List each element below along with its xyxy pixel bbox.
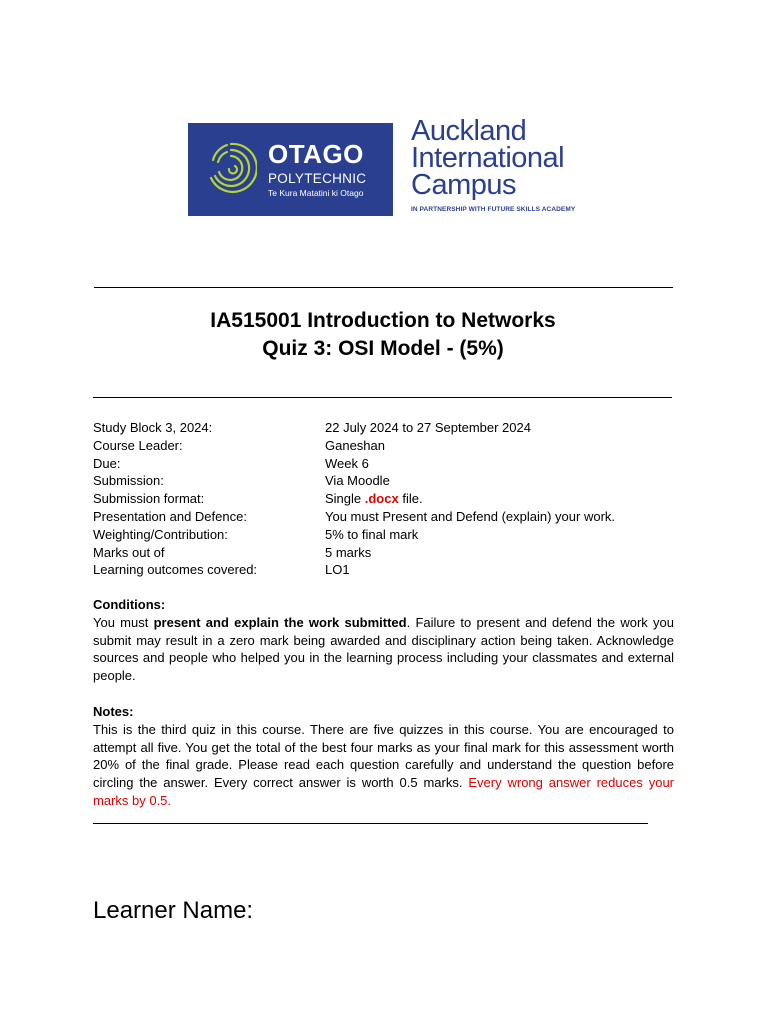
- info-value: Week 6: [325, 455, 369, 471]
- top-divider: [94, 287, 673, 288]
- notes-body: This is the third quiz in this course. There are five quizzes in this course. You are encouraged to attempt all five. You get the total of the best four marks as your final mark for this assessment worth 20% of the final grade. Please read each question carefully and understand the question before circling the answer. Every correct answer is worth 0.5 marks.: [93, 721, 674, 791]
- docx-highlight: .docx: [364, 491, 399, 507]
- swirl-logo-icon: [205, 138, 257, 198]
- notes-section: [93, 703, 674, 810]
- conditions-text-pre: You must: [93, 614, 154, 630]
- info-row: [93, 455, 673, 473]
- notes-heading: Notes:: [93, 704, 134, 719]
- info-row: [93, 544, 673, 562]
- learner-name-label: Learner Name:: [93, 897, 254, 924]
- info-value: 22 July 2024 to 27 September 2024: [325, 420, 531, 435]
- info-key: Course Leader:: [93, 437, 183, 453]
- aic-line-1: Auckland: [411, 115, 527, 147]
- info-key: Weighting/Contribution:: [93, 526, 228, 542]
- info-key: Presentation and Defence:: [93, 508, 247, 524]
- otago-polytechnic-logo: [188, 123, 393, 216]
- conditions-section: [93, 596, 674, 685]
- info-row: [93, 437, 673, 455]
- info-value: Via Moodle: [325, 473, 390, 489]
- aic-line-2: International: [411, 142, 565, 174]
- info-key: Marks out of: [93, 544, 165, 560]
- info-row: [93, 490, 673, 508]
- info-value: [325, 490, 673, 508]
- course-title: IA515001 Introduction to Networks: [210, 309, 556, 332]
- info-key: Due:: [93, 455, 121, 471]
- otago-name: OTAGO: [268, 139, 364, 169]
- info-row: [93, 419, 673, 437]
- format-suffix: file.: [398, 491, 423, 507]
- info-row: [93, 472, 673, 490]
- info-row: [93, 508, 673, 526]
- conditions-text-post: . Failure to present and defend the work you submit may result in a zero mark being awarded and disciplinary action being taken. Acknowledge sources and people who helped you in the learning process including your classmates and external people.: [93, 614, 674, 684]
- info-value: Ganeshan: [325, 437, 385, 453]
- conditions-emphasis: present and explain the work submitted: [153, 614, 407, 630]
- title-divider: [93, 397, 672, 398]
- info-value: 5 marks: [325, 544, 372, 560]
- aic-line-3: Campus: [411, 169, 516, 201]
- aic-tagline: IN PARTNERSHIP WITH FUTURE SKILLS ACADEMY: [411, 206, 576, 213]
- auckland-international-campus-logo: [411, 115, 611, 213]
- course-info-table: [93, 419, 673, 579]
- notes-divider: [93, 823, 648, 824]
- notes-warning: Every wrong answer reduces your marks by 0.5.: [93, 775, 675, 808]
- info-key: Submission:: [93, 473, 164, 489]
- otago-maori-name: Te Kura Matatini ki Otago: [268, 188, 364, 198]
- quiz-title: Quiz 3: OSI Model - (5%): [262, 337, 504, 360]
- info-key: Study Block 3, 2024:: [93, 420, 213, 435]
- info-value: You must Present and Defend (explain) your work.: [325, 508, 616, 524]
- otago-subtitle: POLYTECHNIC: [268, 171, 367, 186]
- info-key: Submission format:: [93, 491, 205, 507]
- info-row: [93, 526, 673, 544]
- info-row: [93, 561, 673, 579]
- format-prefix: Single: [325, 491, 365, 507]
- conditions-heading: Conditions:: [93, 597, 166, 612]
- info-key: Learning outcomes covered:: [93, 562, 258, 578]
- info-value: LO1: [325, 562, 350, 578]
- document-title: [93, 307, 673, 363]
- info-value: 5% to final mark: [325, 526, 419, 542]
